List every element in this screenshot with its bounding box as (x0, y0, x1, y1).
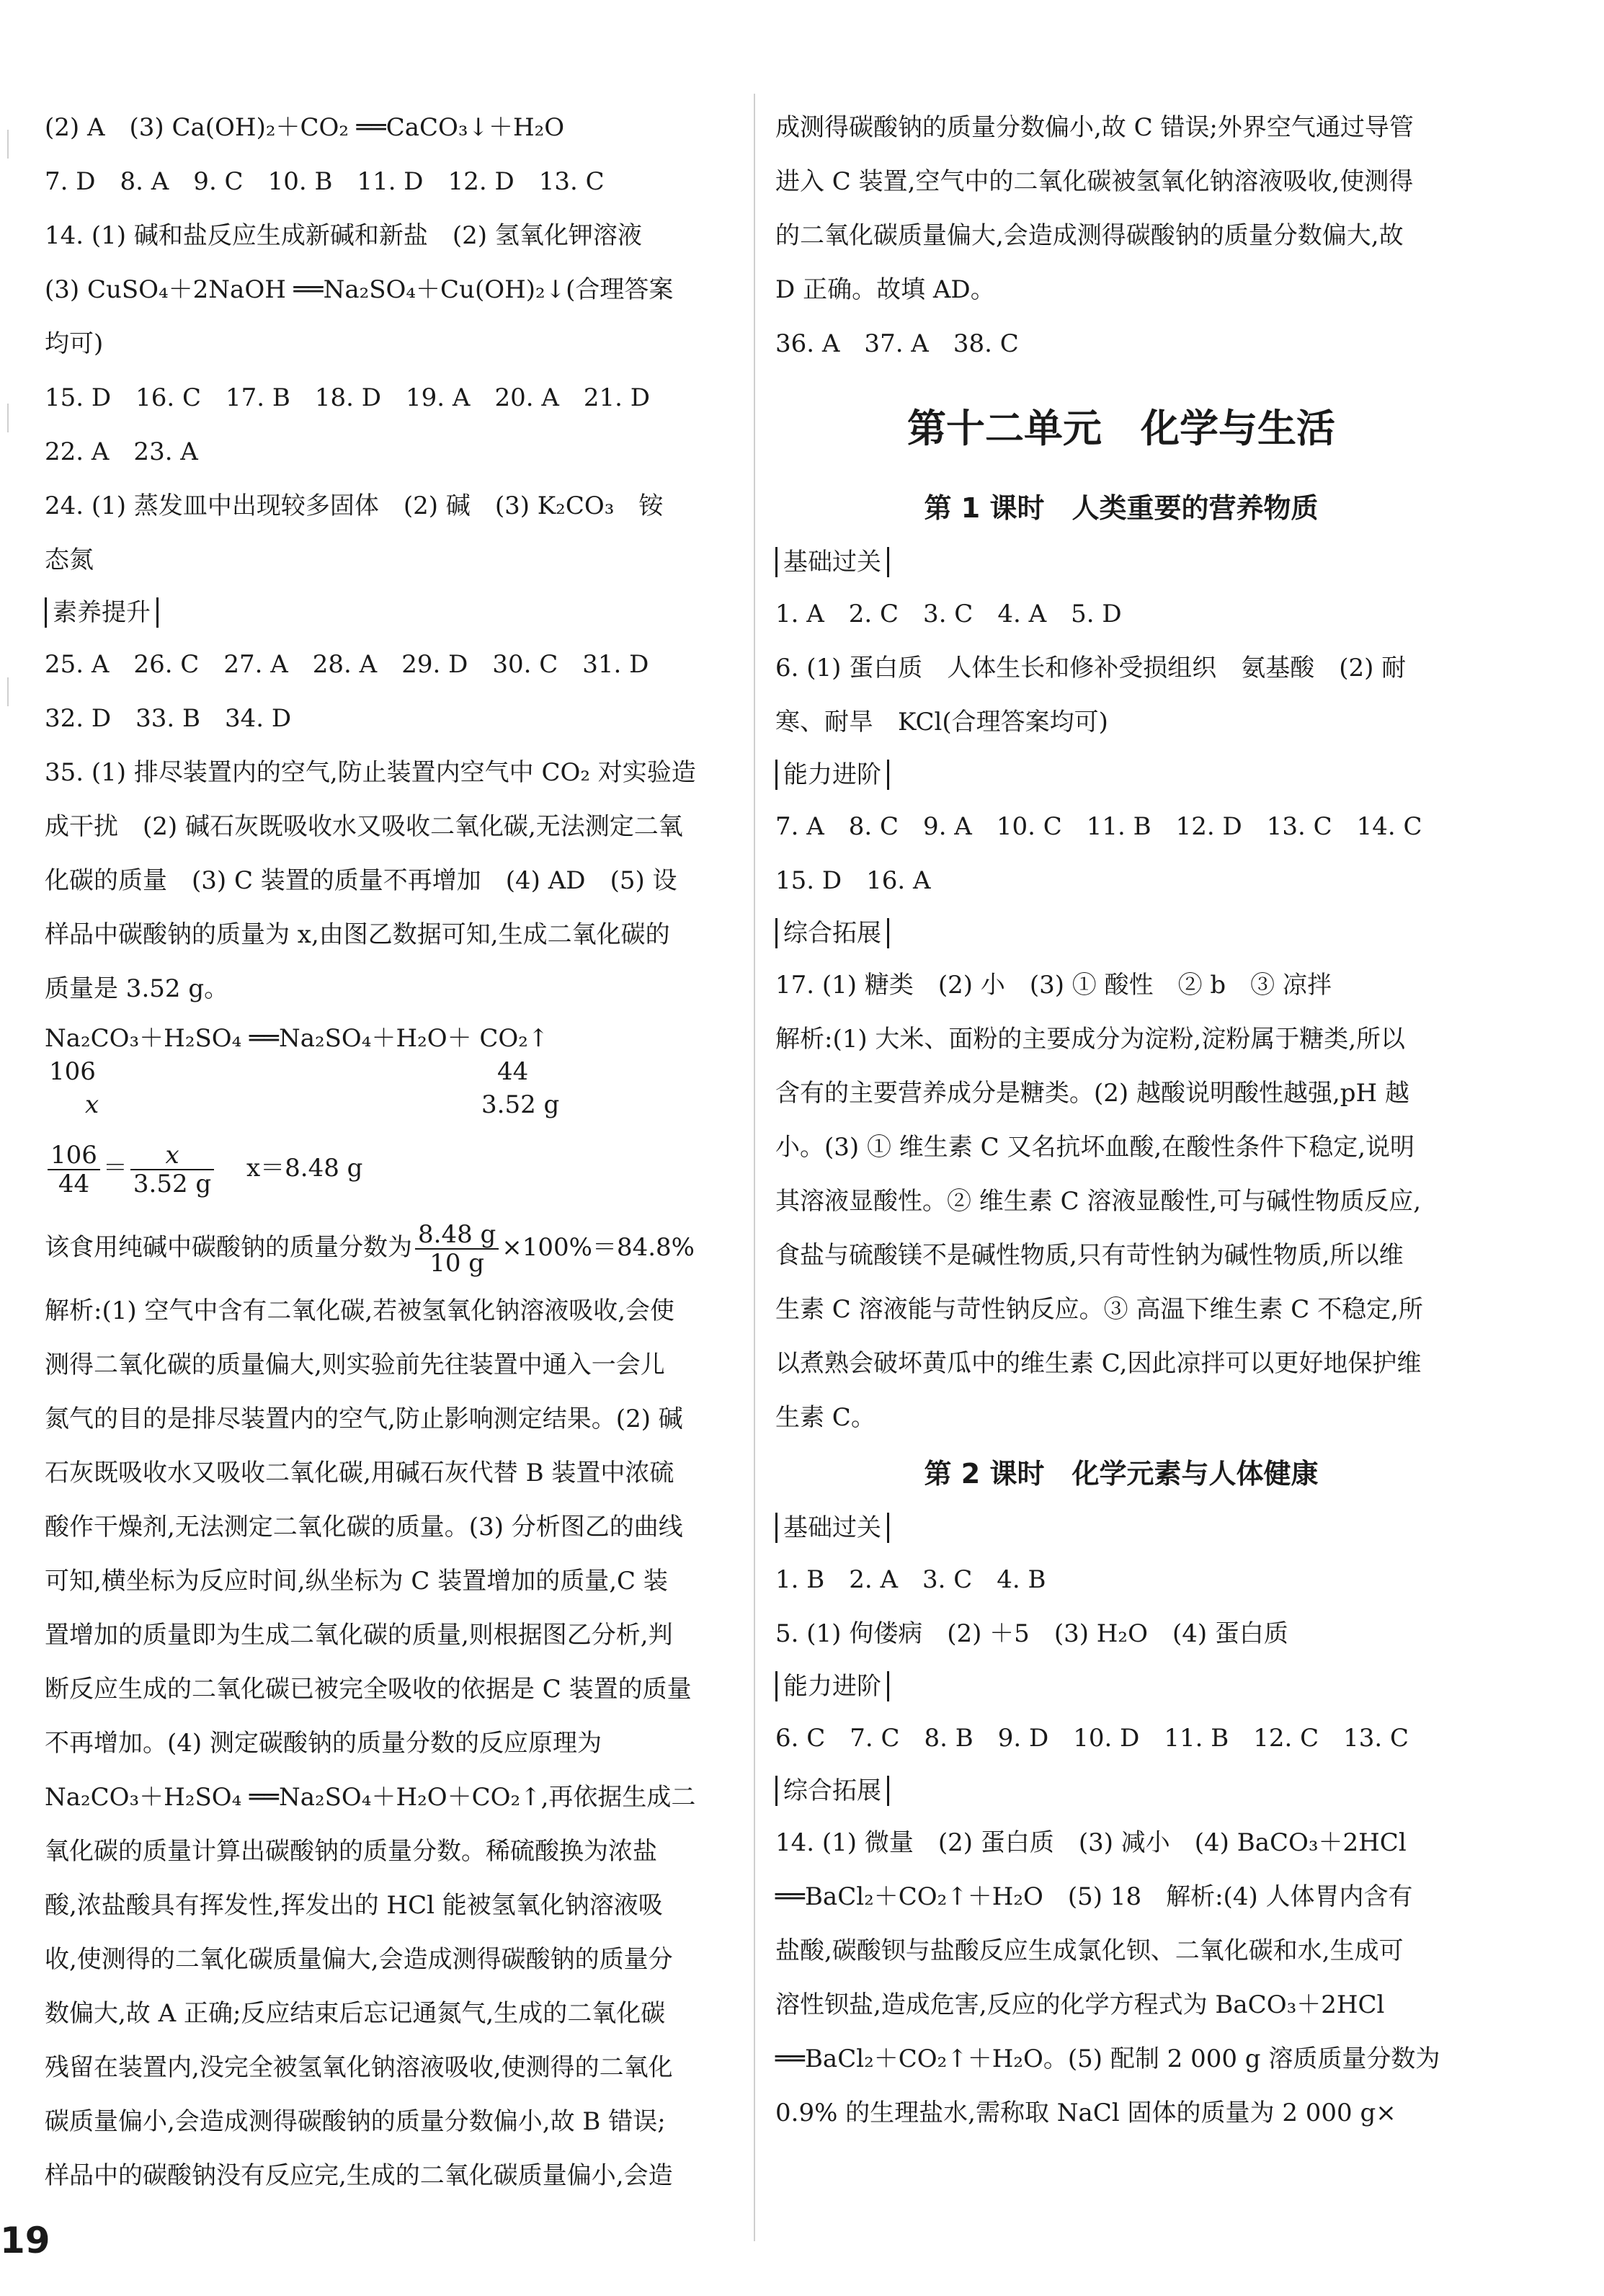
analysis-line: 置增加的质量即为生成二氧化碳的质量,则根据图乙分析,判 (45, 1621, 673, 1650)
analysis-line: Na₂CO₃＋H₂SO₄ ══Na₂SO₄＋H₂O＋CO₂↑,再依据生成二 (45, 1783, 696, 1812)
ratio-line (45, 1136, 738, 1201)
analysis-line: 残留在装置内,没完全被氢氧化钠溶液吸收,使测得的二氧化 (45, 2053, 673, 2082)
right-column (775, 101, 1467, 2140)
ratio-right-denominator: 3.52 g (133, 1170, 212, 1198)
percent-numerator: 8.48 g (415, 1221, 499, 1250)
answer-line: 5. (1) 佝偻病 (2) ＋5 (3) H₂O (4) 蛋白质 (775, 1619, 1288, 1648)
answer-line: 32. D 33. B 34. D (45, 704, 292, 733)
analysis-block (45, 1284, 738, 2203)
section-heading-basic: 基础过关 (775, 547, 889, 577)
answer-line: 态氮 (45, 546, 94, 574)
ratio-left-denominator: 44 (58, 1170, 90, 1198)
analysis-line: 食盐与硫酸镁不是碱性物质,只有苛性钠为碱性物质,所以维 (775, 1241, 1404, 1270)
analysis-line: 数偏大,故 A 正确;反应结束后忘记通氮气,生成的二氧化碳 (45, 1999, 666, 2028)
answer-line: 36. A 37. A 38. C (775, 329, 1019, 358)
answer-line: 均可) (45, 329, 104, 358)
analysis-line: 不再增加。(4) 测定碳酸钠的质量分数的反应原理为 (45, 1729, 602, 1758)
answer-line: 35. (1) 排尽装置内的空气,防止装置内空气中 CO₂ 对实验造 (45, 758, 696, 787)
answer-line: 14. (1) 碱和盐反应生成新碱和新盐 (2) 氢氧化钾溶液 (45, 221, 642, 250)
answer-line: 6. C 7. C 8. B 9. D 10. D 11. B 12. C 13. C (775, 1724, 1409, 1753)
analysis-line: 氮气的目的是排尽装置内的空气,防止影响测定结果。(2) 碱 (45, 1405, 683, 1433)
molar-mass-row (45, 1055, 738, 1088)
answer-line: 15. D 16. C 17. B 18. D 19. A 20. A 21. D (45, 383, 651, 412)
analysis-line: 以煮熟会破坏黄瓜中的维生素 C,因此凉拌可以更好地保护维 (775, 1349, 1422, 1378)
analysis-line: 生素 C 溶液能与苛性钠反应。③ 高温下维生素 C 不稳定,所 (775, 1295, 1423, 1324)
chemical-equation-block (45, 1022, 738, 1280)
answer-line: 22. A 23. A (45, 437, 198, 466)
section-heading-ability: 能力进阶 (775, 760, 889, 790)
answer-line: D 正确。故填 AD。 (775, 275, 995, 304)
margin-mark (7, 130, 9, 159)
section-heading-suyang: 素养提升 (45, 597, 159, 628)
co2-mass: 3.52 g (481, 1090, 560, 1119)
unit-title: 第十二单元 化学与生活 (907, 406, 1335, 451)
unknown-mass: x (85, 1090, 99, 1119)
answer-line: 1. B 2. A 3. C 4. B (775, 1565, 1046, 1594)
answer-line: 样品中碳酸钠的质量为 x,由图乙数据可知,生成二氧化碳的 (45, 920, 670, 949)
lesson-2-title: 第 2 课时 化学元素与人体健康 (924, 1458, 1319, 1490)
answer-line: 化碳的质量 (3) C 装置的质量不再增加 (4) AD (5) 设 (45, 866, 677, 895)
mass-row (45, 1088, 738, 1121)
answer-line: 14. (1) 微量 (2) 蛋白质 (3) 减小 (4) BaCO₃＋2HCl (775, 1828, 1407, 1857)
analysis-line: 可知,横坐标为反应时间,纵坐标为 C 装置增加的质量,C 装 (45, 1567, 668, 1596)
analysis-line: 解析:(1) 空气中含有二氧化碳,若被氢氧化钠溶液吸收,会使 (45, 1296, 675, 1325)
answer-line: 7. A 8. C 9. A 10. C 11. B 12. D 13. C 14. C (775, 812, 1422, 841)
answer-line: 寒、耐旱 KCl(合理答案均可) (775, 708, 1108, 737)
ratio-left (48, 1142, 100, 1198)
equation-line: Na₂CO₃＋H₂SO₄ ══Na₂SO₄＋H₂O＋ CO₂↑ (45, 1024, 549, 1053)
answer-line: 成干扰 (2) 碱石灰既吸收水又吸收二氧化碳,无法测定二氧 (45, 812, 683, 841)
analysis-line: 酸作干燥剂,无法测定二氧化碳的质量。(3) 分析图乙的曲线 (45, 1513, 683, 1541)
left-column (45, 101, 738, 2203)
percent-line (45, 1215, 738, 1280)
analysis-line: 氧化碳的质量计算出碳酸钠的质量分数。稀硫酸换为浓盐 (45, 1837, 657, 1866)
ratio-right-numerator: x (130, 1142, 214, 1170)
answer-line: 进入 C 装置,空气中的二氧化碳被氢氧化钠溶液吸收,使测得 (775, 167, 1414, 196)
answer-line: 15. D 16. A (775, 866, 931, 895)
analysis-line: 测得二氧化碳的质量偏大,则实验前先往装置中通入一会儿 (45, 1351, 665, 1379)
answer-line: 6. (1) 蛋白质 人体生长和修补受损组织 氨基酸 (2) 耐 (775, 654, 1407, 682)
analysis-line: 石灰既吸收水又吸收二氧化碳,用碱石灰代替 B 装置中浓硫 (45, 1459, 674, 1487)
analysis-line: ══BaCl₂＋CO₂↑＋H₂O。(5) 配制 2 000 g 溶质质量分数为 (775, 2044, 1440, 2073)
analysis-line: 收,使测得的二氧化碳质量偏大,会造成测得碳酸钠的质量分 (45, 1945, 673, 1974)
analysis-line: 酸,浓盐酸具有挥发性,挥发出的 HCl 能被氢氧化钠溶液吸 (45, 1891, 663, 1920)
ratio-right (130, 1142, 214, 1198)
answer-line: 质量是 3.52 g。 (45, 974, 229, 1003)
analysis-line: ══BaCl₂＋CO₂↑＋H₂O (5) 18 解析:(4) 人体胃内含有 (775, 1882, 1413, 1911)
lesson-1-title: 第 1 课时 人类重要的营养物质 (924, 492, 1319, 524)
answer-line: 17. (1) 糖类 (2) 小 (3) ① 酸性 ② b ③ 凉拌 (775, 971, 1332, 1000)
margin-mark (7, 677, 9, 706)
section-heading-extension: 综合拓展 (775, 1776, 889, 1806)
analysis-line: 碳质量偏小,会造成测得碳酸钠的质量分数偏小,故 B 错误; (45, 2107, 666, 2136)
molar-mass-co2: 44 (497, 1057, 529, 1086)
analysis-line: 溶性钡盐,造成危害,反应的化学方程式为 BaCO₃＋2HCl (775, 1990, 1385, 2019)
ratio-result: x＝8.48 g (246, 1154, 363, 1183)
answer-line: 24. (1) 蒸发皿中出现较多固体 (2) 碱 (3) K₂CO₃ 铵 (45, 491, 664, 520)
analysis-line: 盐酸,碳酸钡与盐酸反应生成氯化钡、二氧化碳和水,生成可 (775, 1936, 1404, 1965)
margin-mark (7, 404, 9, 432)
ratio-equals: ＝ (102, 1154, 128, 1183)
column-divider (754, 94, 755, 2241)
molar-mass-na2co3: 106 (49, 1057, 96, 1086)
answer-line: 成测得碳酸钠的质量分数偏小,故 C 错误;外界空气通过导管 (775, 113, 1414, 142)
percent-fraction (415, 1221, 499, 1277)
analysis-line: 含有的主要营养成分是糖类。(2) 越酸说明酸性越强,pH 越 (775, 1079, 1409, 1108)
answer-line: 1. A 2. C 3. C 4. A 5. D (775, 600, 1122, 628)
percent-prefix: 该食用纯碱中碳酸钠的质量分数为 (45, 1233, 412, 1262)
answer-line: (2) A (3) Ca(OH)₂＋CO₂ ══CaCO₃↓＋H₂O (45, 113, 565, 142)
section-heading-ability: 能力进阶 (775, 1671, 889, 1701)
analysis-line: 0.9% 的生理盐水,需称取 NaCl 固体的质量为 2 000 g× (775, 2099, 1396, 2127)
percent-suffix: ×100%＝84.8% (502, 1233, 695, 1262)
section-heading-basic: 基础过关 (775, 1513, 889, 1543)
analysis-line: 样品中的碳酸钠没有反应完,生成的二氧化碳质量偏小,会造 (45, 2161, 673, 2190)
page-number: 19 (0, 2220, 50, 2261)
percent-denominator: 10 g (429, 1249, 485, 1278)
analysis-line: 小。(3) ① 维生素 C 又名抗坏血酸,在酸性条件下稳定,说明 (775, 1133, 1415, 1162)
answer-line: 25. A 26. C 27. A 28. A 29. D 30. C 31. D (45, 650, 649, 679)
answer-line: (3) CuSO₄＋2NaOH ══Na₂SO₄＋Cu(OH)₂↓(合理答案 (45, 275, 674, 304)
analysis-line: 断反应生成的二氧化碳已被完全吸收的依据是 C 装置的质量 (45, 1675, 692, 1704)
answer-line: 7. D 8. A 9. C 10. B 11. D 12. D 13. C (45, 167, 605, 196)
section-heading-extension: 综合拓展 (775, 918, 889, 948)
answer-line: 的二氧化碳质量偏大,会造成测得碳酸钠的质量分数偏大,故 (775, 221, 1404, 250)
ratio-left-numerator: 106 (48, 1142, 100, 1170)
analysis-line: 其溶液显酸性。② 维生素 C 溶液显酸性,可与碱性物质反应, (775, 1187, 1422, 1216)
analysis-line: 生素 C。 (775, 1403, 875, 1432)
analysis-line: 解析:(1) 大米、面粉的主要成分为淀粉,淀粉属于糖类,所以 (775, 1025, 1406, 1054)
